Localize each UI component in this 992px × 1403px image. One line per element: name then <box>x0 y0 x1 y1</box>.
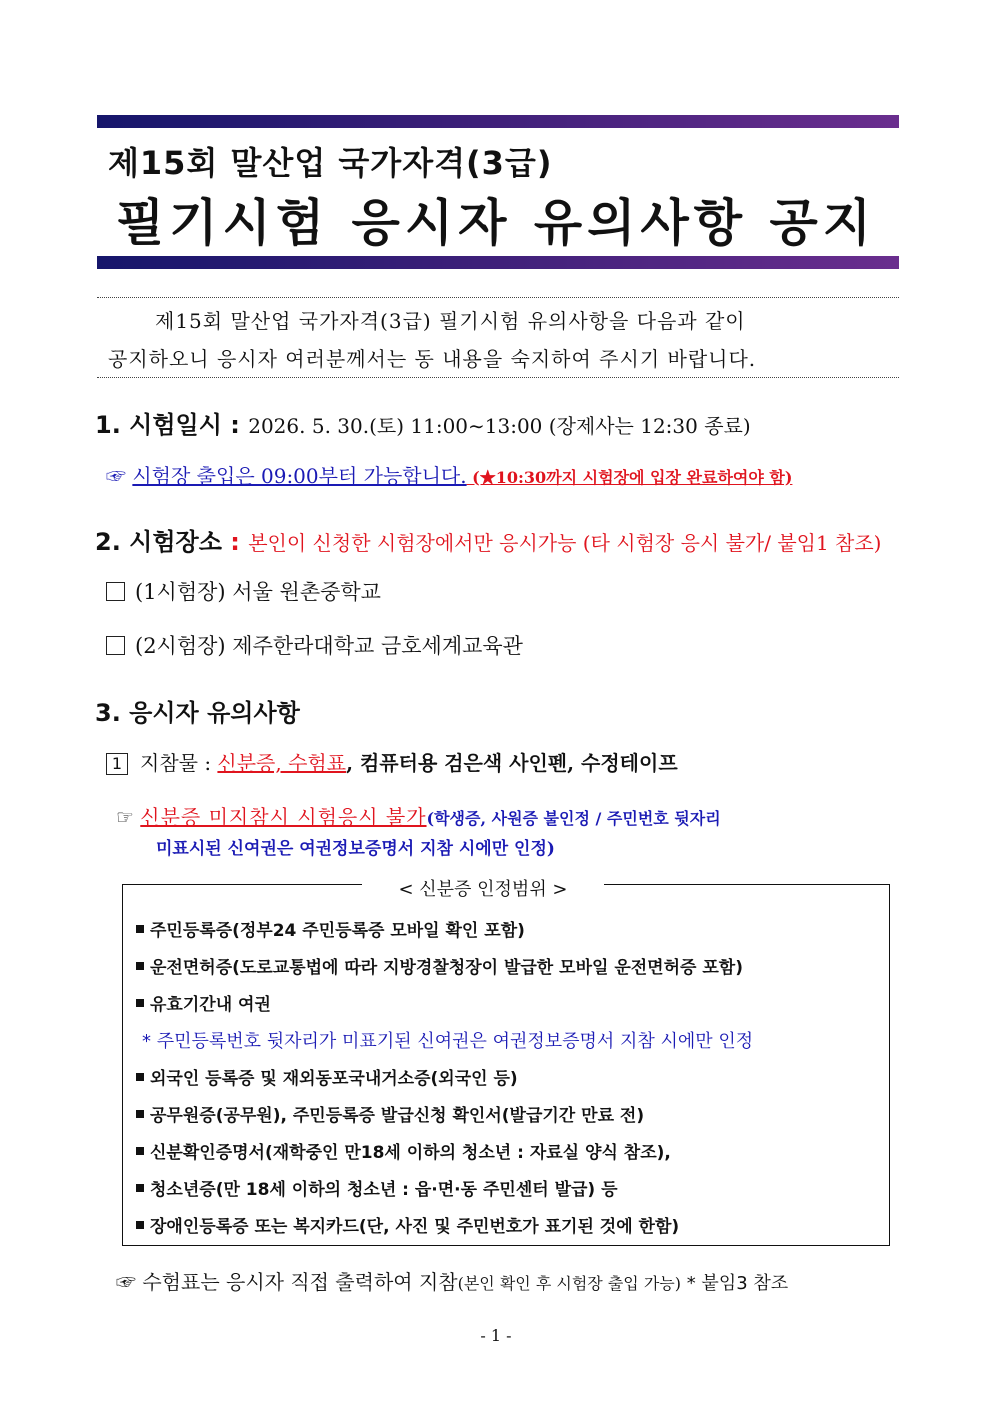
bullet-icon <box>136 962 144 970</box>
entry-time-note <box>106 460 792 489</box>
ticket-note <box>116 1266 788 1295</box>
venue-item <box>106 576 381 606</box>
bullet-icon <box>136 1110 144 1118</box>
header-bottom-bar <box>97 256 899 269</box>
pointer-icon: ☞ <box>116 805 141 829</box>
id-warning-main: 신분증 미지참시 시험응시 불가 <box>140 805 427 829</box>
id-warning-detail-2: 미표시된 신여권은 여권정보증명서 지참 시에만 인정) <box>156 839 555 859</box>
ticket-note-detail: (본인 확인 후 시험장 출입 가능) <box>457 1274 681 1293</box>
bullet-icon <box>136 1221 144 1229</box>
id-scope-item: 신분확인증명서(재학중인 만18세 이하의 청소년 : 자료실 양식 참조), <box>136 1138 671 1163</box>
section-1-heading <box>95 405 751 440</box>
intro-divider-bottom <box>97 377 899 378</box>
id-scope-item: 외국인 등록증 및 재외동포국내거소증(외국인 등) <box>136 1064 518 1089</box>
id-scope-item: 주민등록증(정부24 주민등록증 모바일 확인 포함) <box>136 916 525 941</box>
item-number-box: 1 <box>106 753 128 775</box>
venue-item <box>106 630 523 660</box>
id-warning <box>116 801 721 830</box>
exam-location: 본인이 신청한 시험장에서만 응시가능 <box>248 531 577 555</box>
section-1-colon: : <box>221 411 249 439</box>
checkbox-icon <box>106 582 125 601</box>
entry-time-deadline: (★10:30까지 시험장에 입장 완료하여야 함) <box>466 468 793 487</box>
header-top-bar <box>97 115 899 128</box>
id-scope-item: 장애인등록증 또는 복지카드(단, 사진 및 주민번호가 표기된 것에 한함) <box>136 1212 679 1237</box>
exam-location-note: (타 시험장 응시 불가/ 붙임1 참조) <box>576 531 882 555</box>
section-2-colon: : <box>221 528 249 556</box>
ticket-note-main: 수험표는 응시자 직접 출력하여 지참 <box>142 1270 458 1294</box>
entry-time-main: 시험장 출입은 09:00부터 가능합니다. <box>132 464 467 488</box>
section-2-title: 2. 시험장소 <box>95 528 222 556</box>
checkbox-icon <box>106 636 125 655</box>
venue-label: (2시험장) 제주한라대학교 금호세계교육관 <box>135 634 523 658</box>
id-scope-item: 청소년증(만 18세 이하의 청소년 : 읍·면·동 주민센터 발급) 등 <box>136 1175 618 1200</box>
id-scope-title: < 신분증 인정범위 > <box>362 875 604 901</box>
required-items-key: 신분증, 수험표 <box>217 751 347 775</box>
bullet-icon <box>136 1073 144 1081</box>
id-warning-detail: (학생증, 사원증 불인정 / 주민번호 뒷자리 <box>426 809 721 828</box>
page-title: 필기시험 응시자 유의사항 공지 <box>115 194 877 252</box>
bullet-icon <box>136 925 144 933</box>
exam-datetime-note: (장제사는 12:30 종료) <box>542 414 751 438</box>
section-2-heading <box>95 522 882 557</box>
id-scope-item: 유효기간내 여권 <box>136 990 271 1015</box>
intro-line-2: 공지하오니 응시자 여러분께서는 동 내용을 숙지하여 주시기 바랍니다. <box>108 347 757 371</box>
pointer-icon: ☞ <box>116 1270 143 1294</box>
pointer-icon: ☞ <box>106 464 133 488</box>
id-scope-item: 공무원증(공무원), 주민등록증 발급신청 확인서(발급기간 만료 전) <box>136 1101 644 1126</box>
page-number: - 1 - <box>480 1326 512 1345</box>
bullet-icon <box>136 1147 144 1155</box>
id-scope-item: 운전면허증(도로교통법에 따라 지방경찰청장이 발급한 모바일 운전면허증 포함) <box>136 953 743 978</box>
section-1-title: 1. 시험일시 <box>95 411 222 439</box>
required-items <box>106 747 678 776</box>
exam-datetime: 2026. 5. 30.(토) 11:00∼13:00 <box>248 414 543 438</box>
title-line-1: 제15회 말산업 국가자격(3급) <box>108 144 553 182</box>
required-items-rest: , 컴퓨터용 검은색 사인펜, 수정테이프 <box>346 751 678 775</box>
id-scope-note: * 주민등록번호 뒷자리가 미표기된 신여권은 여권정보증명서 지참 시에만 인정 <box>142 1031 754 1052</box>
section-3-heading: 3. 응시자 유의사항 <box>95 699 300 727</box>
ticket-note-ref: * 붙임3 참조 <box>680 1273 789 1294</box>
bullet-icon <box>136 999 144 1007</box>
required-items-label: 지참물 : <box>140 751 218 775</box>
bullet-icon <box>136 1184 144 1192</box>
venue-label: (1시험장) 서울 원촌중학교 <box>135 580 381 604</box>
intro-line-1: 제15회 말산업 국가자격(3급) 필기시험 유의사항을 다음과 같이 <box>155 309 746 333</box>
intro-divider-top <box>97 297 899 298</box>
